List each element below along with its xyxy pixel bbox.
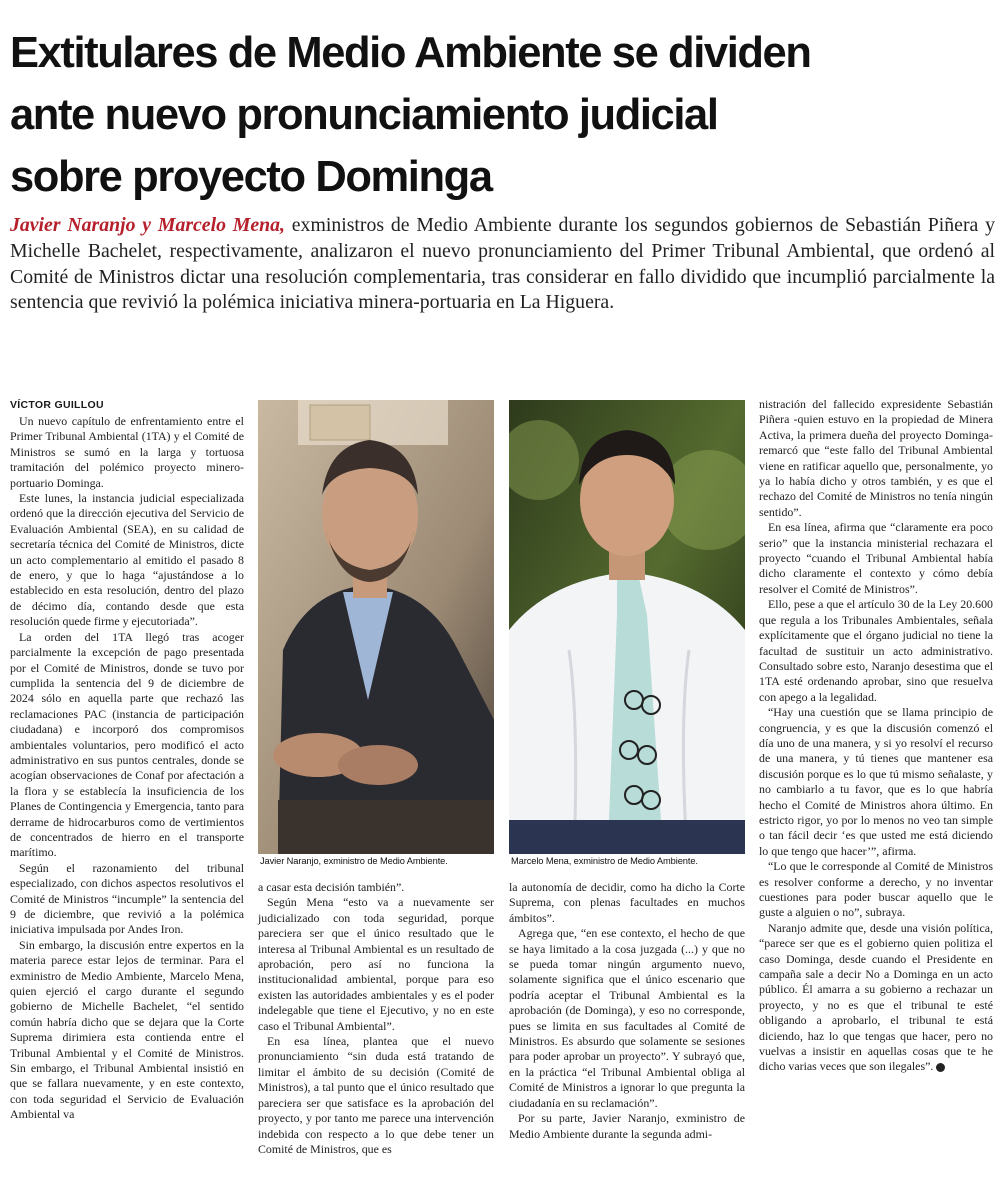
paragraph: “Hay una cuestión que se llama principio de congruencia, y es que la discusión comenzó el día uno de una manera, y si yo resolví el recurso de una manera, y tú tienes que mantener esa discusión porque es lo que tú mismo señalaste, y no cambiarlo a tu favor, que es lo que habría hecho el Comité de Ministros ahora último. En estricto rigor, yo por lo menos no veo tan simple o tan fácil decir ‘es que usted me está diciendo lo que tengo que hacer’”, afirma. <box>759 705 993 858</box>
portrait-image <box>509 400 745 854</box>
paragraph: Por su parte, Javier Naranjo, exministro de Medio Ambiente durante la segunda admi- <box>509 1111 745 1141</box>
headline-line-1: Extitulares de Medio Ambiente se dividen <box>10 29 811 77</box>
portrait-image <box>258 400 494 854</box>
paragraph: Sin embargo, la discusión entre expertos en la materia parece estar lejos de terminar. Para el exministro de Medio Ambiente, Marcelo Mena, quien ejerció el cargo durante el segundo gobierno de Michelle Bachelet, “el sentido común habría dicho que se dejara que la Corte Suprema dirimiera esta contienda entre el Tribunal Ambiental y el Comité de Ministros. Sin embargo, el Tribunal Ambiental insistió en que se fallara nuevamente, y en este contexto, con toda seguridad el Servicio de Evaluación Ambiental va <box>10 937 244 1122</box>
paragraph: En esa línea, plantea que el nuevo pronunciamiento “sin duda está tratando de limitar el ámbito de su decisión (Comité de Ministros), a tal punto que el único resultado que pareciera ser que satisface es la aprobación del proyecto, y por tanto me parece una intervención indebida con respecto a lo que debe tener un Comité de Ministros, que es <box>258 1034 494 1156</box>
byline: VÍCTOR GUILLOU <box>10 399 104 411</box>
paragraph: Este lunes, la instancia judicial especializada ordenó que la dirección ejecutiva del Servicio de Evaluación Ambiental (SEA), en su calidad de secretaría técnica del Comité de Ministros, dicte un acto complementario al emitido el pasado 8 de enero, y que lo haga “ajustándose a lo establecido en esta resolución, dentro del plazo de décimo día, contando desde que esta resolución quede firme y ejecutoriada”. <box>10 491 244 629</box>
headline-line-3: sobre proyecto Dominga <box>10 153 492 201</box>
paragraph: Según el razonamiento del tribunal especializado, con dichos aspectos resolutivos el Comité de Ministros “incumple” la sentencia del 9 de diciembre, que revivió a la polémica iniciativa impulsada por Andes Iron. <box>10 860 244 937</box>
paragraph-final-text: Naranjo admite que, desde una visión política, “parece ser que es el gobierno quien politiza el caso Dominga, desde cuando el Presidente en campaña sale a decir No a Dominga en un acto público. Él amarra a su gobierno a rechazar un proyecto, y no es que el tribunal te esté obligando a aprobarlo, el tribunal te está diciendo, haz lo que tengas que hacer, pero no vuelvas a insistir en aquellas cosas que te he dicho varias veces que son ilegales”. <box>759 920 993 1074</box>
paragraph: a casar esta decisión también”. <box>258 880 405 894</box>
paragraph: Ello, pese a que el artículo 30 de la Ley 20.600 que regula a los Tribunales Ambientales, señala explícitamente que el órgano judicial no tiene la facultad de sustituir un acto administrativo. Consultado sobre esto, Naranjo desestima que el 1TA esté ordenando aprobar, sino que resuelva con apego a la legalidad. <box>759 597 993 704</box>
photo-caption-naranjo: Javier Naranjo, exministro de Medio Ambiente. <box>260 856 448 866</box>
headline <box>10 22 995 208</box>
headline-line-2: ante nuevo pronunciamiento judicial <box>10 91 718 139</box>
article-column-2 <box>258 880 494 1157</box>
photo-marcelo-mena <box>509 400 745 854</box>
paragraph: la autonomía de decidir, como ha dicho la Corte Suprema, con plenas facultades en muchos ámbitos”. <box>509 880 745 925</box>
paragraph-final <box>759 921 993 1075</box>
paragraph: La orden del 1TA llegó tras acoger parcialmente la excepción de pago presentada por el Comité de Ministros, donde se tuvo por cumplida la sentencia del 9 de diciembre de 2024 sólo en aquella parte que rechazó las reclamaciones PAC (instancia de participación ciudadana) e incorporó dos compromisos ambientales voluntarios, pero modificó el acto administrativo en sus puntos centrales, donde se acogían observaciones de Conaf por afectación a la flora y se establecía la insuficiencia de los Planes de Contingencia y Emergencia, tanto para derrame de hidrocarburos como de vertimientos de concentrados de hierro en el transporte marítimo. <box>10 629 244 860</box>
paragraph: En esa línea, afirma que “claramente era poco serio” que la instancia ministerial rechazara el proyecto “cuando el Tribunal Ambiental había dicho claramente el contexto y cómo debía resolver el Comité de Ministros”. <box>759 520 993 596</box>
article-column-4 <box>759 397 993 1075</box>
article-column-1 <box>10 414 244 1123</box>
paragraph: Según Mena “esto va a nuevamente ser judicializado con toda seguridad, porque pareciera ser que el único resultado que le interesa al Tribunal Ambiental es un resultado de aprobación, pero así no funciona la institucionalidad ambiental, porque para eso existen las autoridades ambientales y es el poder indelegable que tiene el Ejecutivo, y no en este caso el Tribunal Ambiental”. <box>258 895 494 1033</box>
lead-names: Javier Naranjo y Marcelo Mena, <box>10 214 285 236</box>
photo-caption-mena: Marcelo Mena, exministro de Medio Ambiente. <box>511 856 698 866</box>
paragraph: “Lo que le corresponde al Comité de Ministros es resolver conforme a derecho, y no inventar cuestiones para poder buscar aquello que le guste a alguien o no”, subraya. <box>759 859 993 920</box>
paragraph: Un nuevo capítulo de enfrentamiento entre el Primer Tribunal Ambiental (1TA) y el Comité de Ministros se sumó en la larga y tortuosa tramitación del polémico proyecto minero-portuario Dominga. <box>10 414 244 490</box>
photo-javier-naranjo <box>258 400 494 854</box>
end-mark-icon <box>936 1063 945 1072</box>
paragraph: Agrega que, “en ese contexto, el hecho de que se haya limitado a la cosa juzgada (...) y que no se pueda tomar ningún argumento nuevo, solamente significa que el único escenario que podría aceptar el Tribunal Ambiental es la aprobación (de Dominga), y eso no corresponde, pues se limita en sus facultades al Comité de Ministros. Es absurdo que solamente se sesiones para poder aprobar un proyecto”. Y subrayó que, en la práctica “el Tribunal Ambiental obliga al Comité de Ministros a ignorar lo que pregunta la ciudadanía en su reclamación”. <box>509 926 745 1110</box>
article-column-3 <box>509 880 745 1142</box>
lead-paragraph <box>10 213 995 316</box>
lead-text: exministros de Medio Ambiente durante los segundos gobiernos de Sebastián Piñera y Michelle Bachelet, respectivamente, analizaron el nuevo pronunciamiento del Primer Tribunal Ambiental, que ordenó al Comité de Ministros dictar una resolución complementaria, tras considerar en fallo dividido que incumplió parcialmente la sentencia que revivió la polémica iniciativa minera-portuaria en La Higuera. <box>10 214 996 314</box>
paragraph: nistración del fallecido expresidente Sebastián Piñera -quien estuvo en la propiedad de Minera Activa, la primera dueña del proyecto Dominga- remarcó que “este fallo del Tribunal Ambiental viene en ratificar aquello que, personalmente, yo ya lo había dicho y otros también, y es que el rechazo del Comité de Ministros no tenía ningún sentido”. <box>759 397 993 519</box>
